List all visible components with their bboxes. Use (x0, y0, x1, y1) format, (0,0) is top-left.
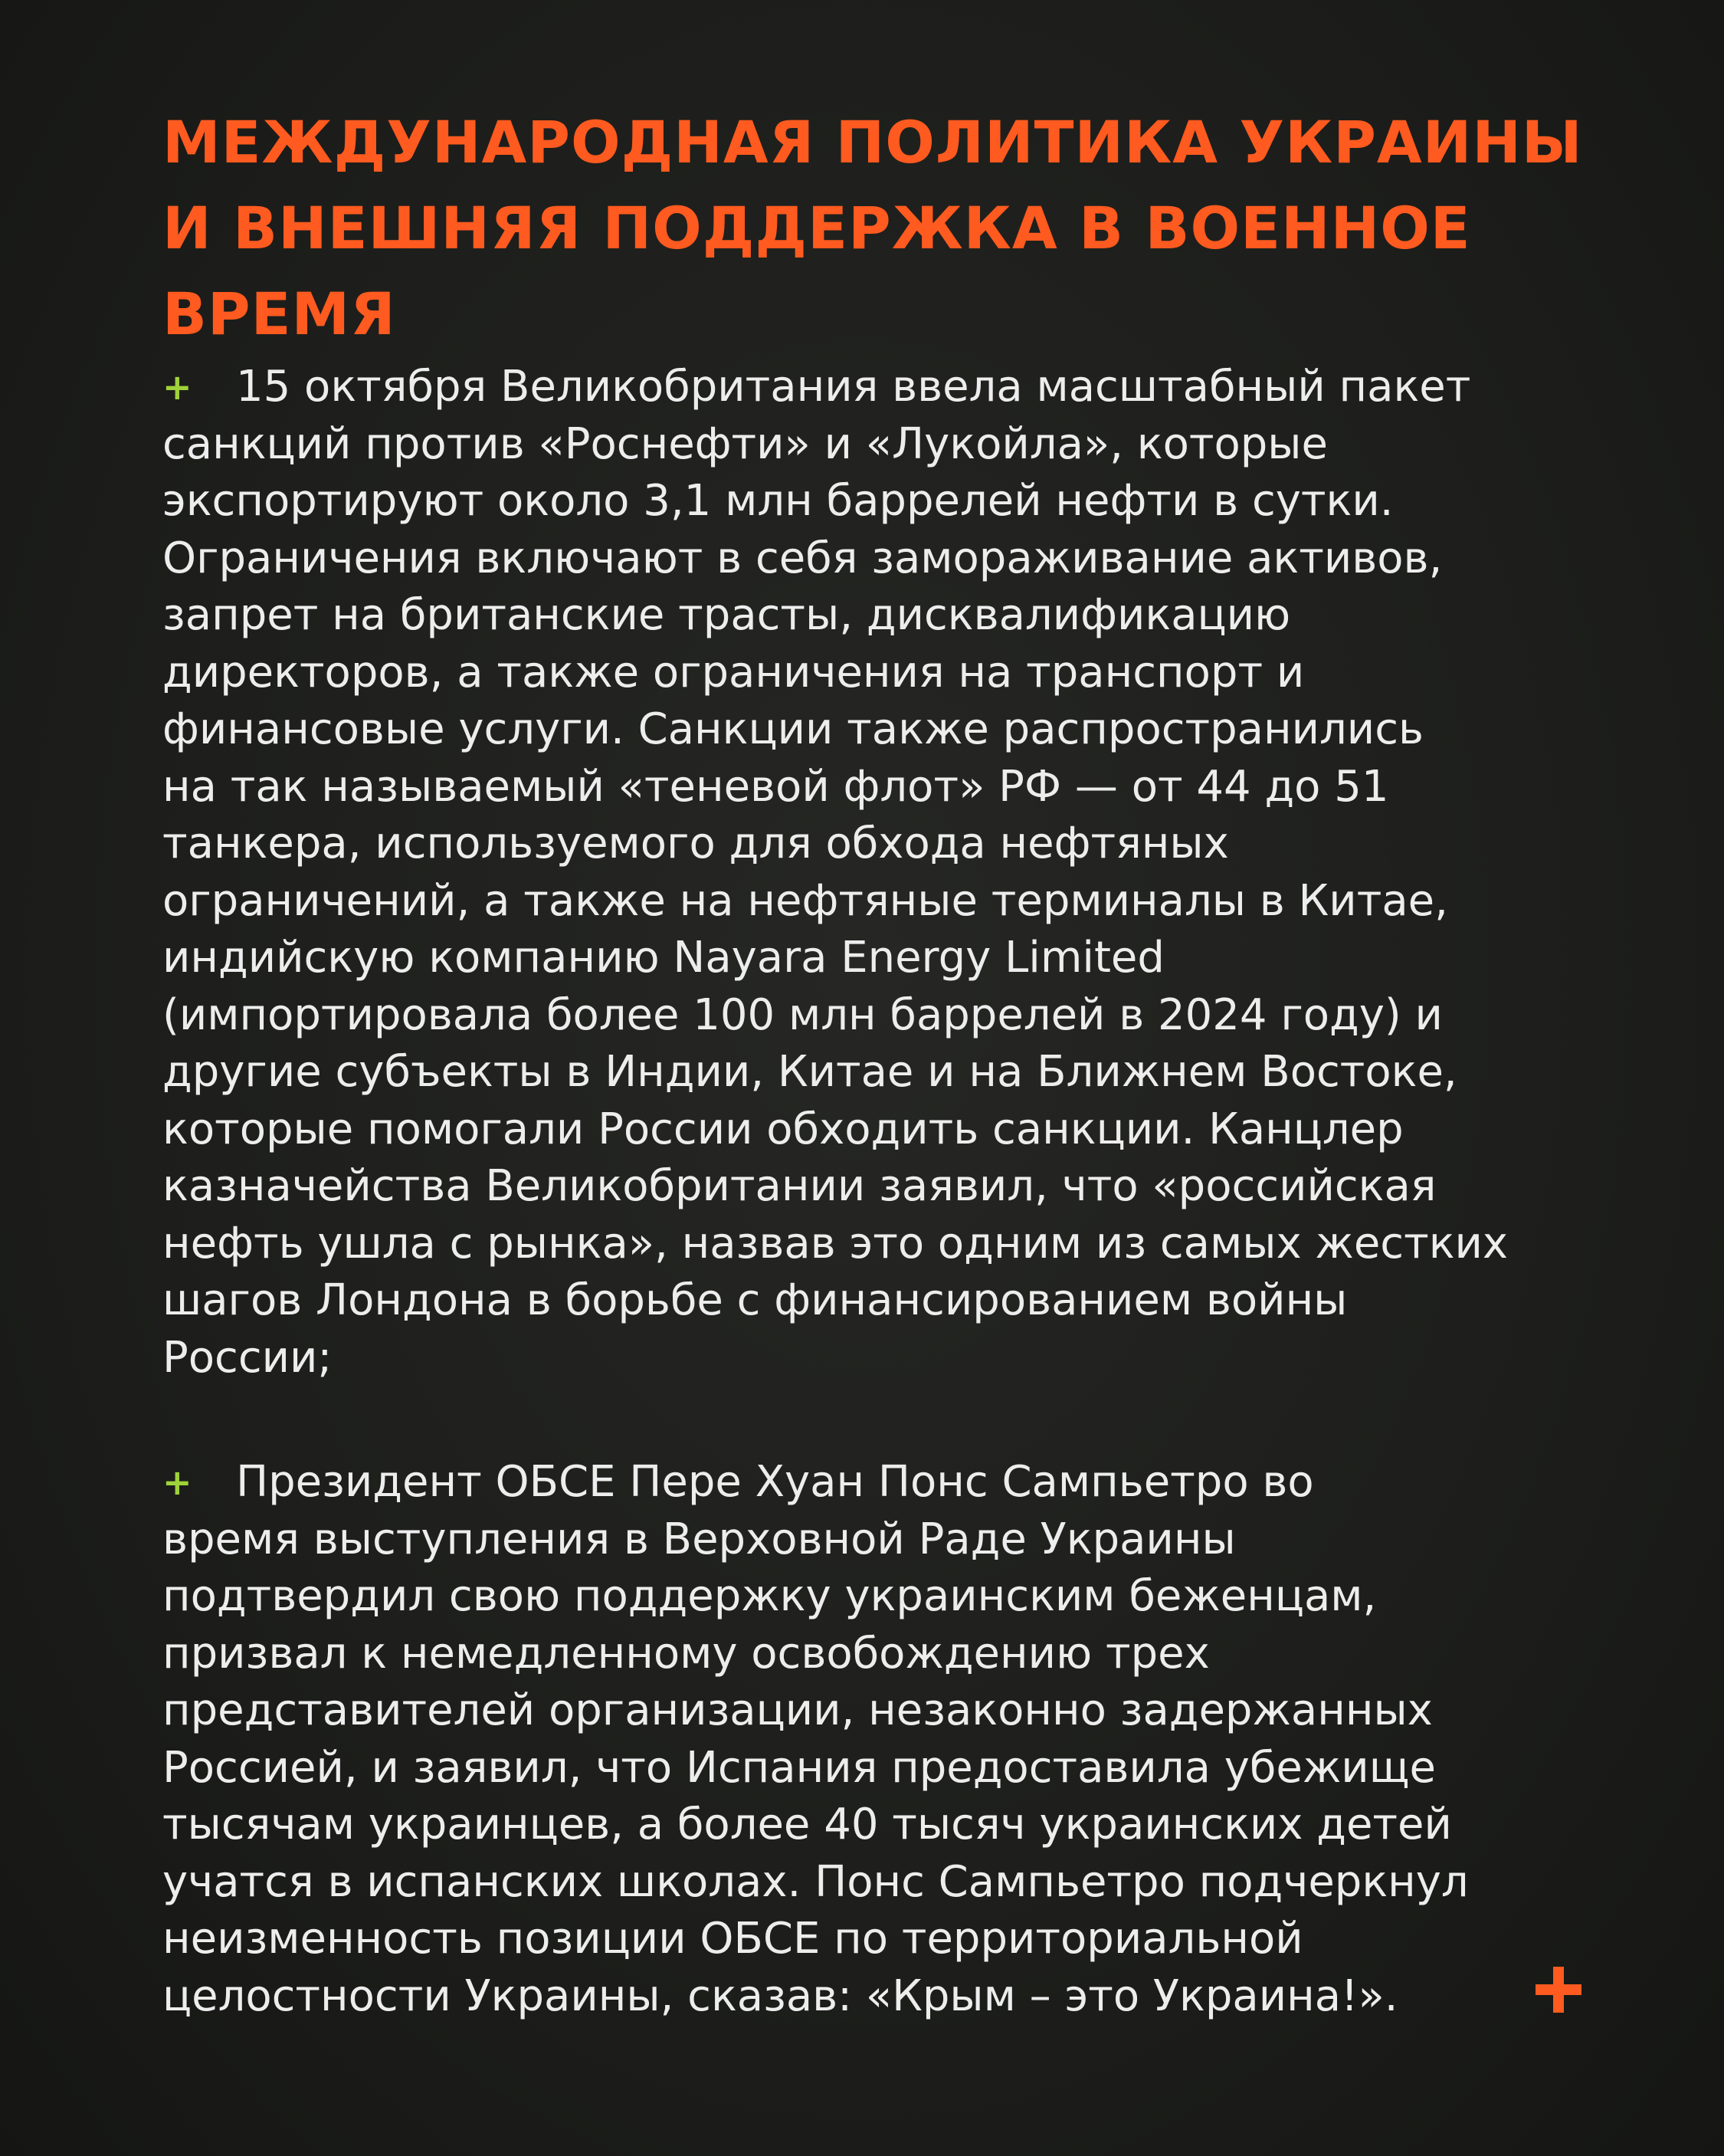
text-line: неизменность позиции ОБСЕ по территориальной (162, 1914, 1303, 1964)
text-line: запрет на британские трасты, дисквалификацию (162, 590, 1291, 640)
title-line: И ВНЕШНЯЯ ПОДДЕРЖКА В ВОЕННОЕ (162, 194, 1471, 262)
text-line: экспортируют около 3,1 млн баррелей нефти в сутки. (162, 476, 1394, 526)
news-item-uk-sanctions (162, 359, 1634, 1386)
text-line: на так называемый «теневой флот» РФ — от 44 до 51 (162, 761, 1389, 812)
text-line: учатся в испанских школах. Понс Сампьетро подчеркнул (162, 1856, 1469, 1907)
text-line: финансовые услуги. Санкции также распространились (162, 704, 1424, 754)
text-line: Россией, и заявил, что Испания предоставила убежище (162, 1742, 1436, 1793)
text-line: Ограничения включают в себя замораживание активов, (162, 533, 1443, 583)
text-line: целостности Украины, сказав: «Крым – это Украина!». (162, 1971, 1398, 2021)
text-line-content: 15 октября Великобритания ввела масштабный пакет (236, 362, 1471, 412)
text-line: подтвердил свою поддержку украинским беженцам, (162, 1571, 1377, 1621)
text-line: представителей организации, незаконно задержанных (162, 1685, 1433, 1735)
text-line: России; (162, 1332, 333, 1383)
text-line: время выступления в Верховной Раде Украины (162, 1514, 1236, 1564)
text-line (162, 359, 1634, 416)
text-line: (импортировала более 100 млн баррелей в 2024 году) и (162, 989, 1443, 1040)
text-line: ограничений, а также на нефтяные терминалы в Китае, (162, 875, 1448, 926)
text-line: казначейства Великобритании заявил, что «российская (162, 1161, 1437, 1211)
page-title (162, 100, 1664, 357)
title-line: ВРЕМЯ (162, 280, 396, 348)
text-line: индийскую компанию Nayara Energy Limited (162, 933, 1165, 983)
text-line: тысячам украинцев, а более 40 тысяч украинских детей (162, 1800, 1452, 1849)
text-line-content: Президент ОБСЕ Пере Хуан Понс Сампьетро во (236, 1457, 1314, 1507)
text-line (162, 1454, 1634, 1511)
text-line: танкера, используемого для обхода нефтяных (162, 819, 1229, 868)
text-line: санкций против «Роснефти» и «Лукойла», которые (162, 418, 1328, 469)
news-item-osce-president (162, 1454, 1634, 2025)
title-line: МЕЖДУНАРОДНАЯ ПОЛИТИКА УКРАИНЫ (162, 108, 1583, 176)
text-line: нефть ушла с рынка», назвав это одним из самых жестких (162, 1218, 1509, 1268)
text-line: которые помогали России обходить санкции. Канцлер (162, 1104, 1404, 1154)
text-line: другие субъекты в Индии, Китае и на Ближнем Востоке, (162, 1047, 1457, 1097)
plus-bullet-icon: + (162, 366, 192, 408)
end-plus-bar-vertical (1553, 1967, 1564, 2013)
text-line: шагов Лондона в борьбе с финансированием войны (162, 1275, 1348, 1325)
text-line: призвал к немедленному освобождению трех (162, 1628, 1210, 1679)
text-line: директоров, а также ограничения на транспорт и (162, 647, 1305, 697)
end-plus-icon (1536, 1967, 1581, 2013)
plus-bullet-icon: + (162, 1462, 192, 1503)
